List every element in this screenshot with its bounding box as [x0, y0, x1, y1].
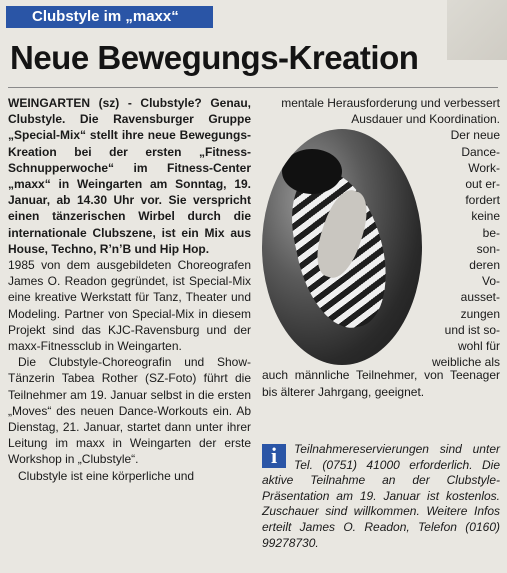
wrap-line: und ist so- — [444, 322, 500, 337]
body-right-top: mentale Herausforderung und verbessert Ausdauer und Koordination. — [281, 96, 500, 127]
headline-divider — [8, 87, 498, 88]
wrap-line: weibliche als — [431, 355, 500, 370]
article-headline: Neue Bewegungs-Kreation — [10, 39, 419, 76]
wrap-line: keine — [471, 209, 500, 224]
article-column-left — [8, 95, 251, 484]
body-paragraph-2: Die Clubstyle-Choreografin und Show-Tänzerin Tabea Rother (SZ-Foto) führt die Teilnehmer am 19. Januar selbst in die ersten „Moves“ des neuen Dance-Workouts ein. Ab Dienstag, 21. Januar, startet dann unter ihrer Leitung im maxx in Weingarten der erste Workshop in „Clubstyle“. — [8, 355, 251, 467]
article-lead: WEINGARTEN (sz) - Clubstyle? Genau, Clubstyle. Die Ravensburger Gruppe „Special-Mix“ stellt ihre neue Bewegungs-Kreation bei der ersten „Fitness-Schnupperwoche“ im Fitness-Center „maxx“ in Weingarten am Sonntag, 19. Januar, ab 14.30 Uhr vor. Sie verspricht einen tänzerischen Wirbel durch die internationale Clubszene, ist ein Mix aus House, Techno, R’n’B und Hip Hop. — [8, 96, 251, 256]
body-paragraph-3: Clubstyle ist eine körperliche und — [18, 468, 195, 483]
wrap-line: out er- — [465, 177, 500, 192]
photo-with-text-wrap — [262, 127, 500, 370]
wrap-line: Vo- — [481, 274, 500, 289]
wrap-line: zungen — [460, 306, 500, 321]
wrap-line: Work- — [468, 160, 500, 175]
section-kicker: Clubstyle im „maxx“ — [6, 6, 213, 28]
body-paragraph-1: 1985 von dem ausgebildeten Choreografen James O. Readon gegründet, ist Special-Mix eine kreative Werkstatt für Tanz, Theater und Modeling. Partner von Special-Mix in diesem Projekt sind das KJC-Ravensburg und der maxx-Fitnessclub in Weingarten. — [8, 258, 251, 354]
info-icon: i — [262, 444, 286, 468]
wrap-line: deren — [469, 258, 500, 273]
wrap-line: wohl für — [457, 339, 500, 354]
wrap-line: Dance- — [461, 144, 500, 159]
wrap-line: son- — [476, 241, 500, 256]
wrap-line: be- — [482, 225, 500, 240]
wrap-line: ausset- — [460, 290, 500, 305]
info-box — [262, 442, 500, 551]
wrap-line: fordert — [465, 193, 500, 208]
article-column-right — [262, 95, 500, 400]
info-text: Teilnahmereservierungen sind unter Tel. (0751) 41000 erforderlich. Die aktive Teilnahme an der Clubstyle-Präsentation am 19. Januar ist kostenlos. Zuschauer sind willkommen. Weitere Infos erteilt James O. Readon, Telefon (0160) 99278730. — [262, 442, 500, 550]
body-right-bottom: auch männliche Teilnehmer, von Teenager bis älterer Jahrgang, geeignet. — [262, 368, 500, 399]
wrapped-text — [264, 127, 500, 370]
wrap-line: Der neue — [450, 128, 500, 143]
